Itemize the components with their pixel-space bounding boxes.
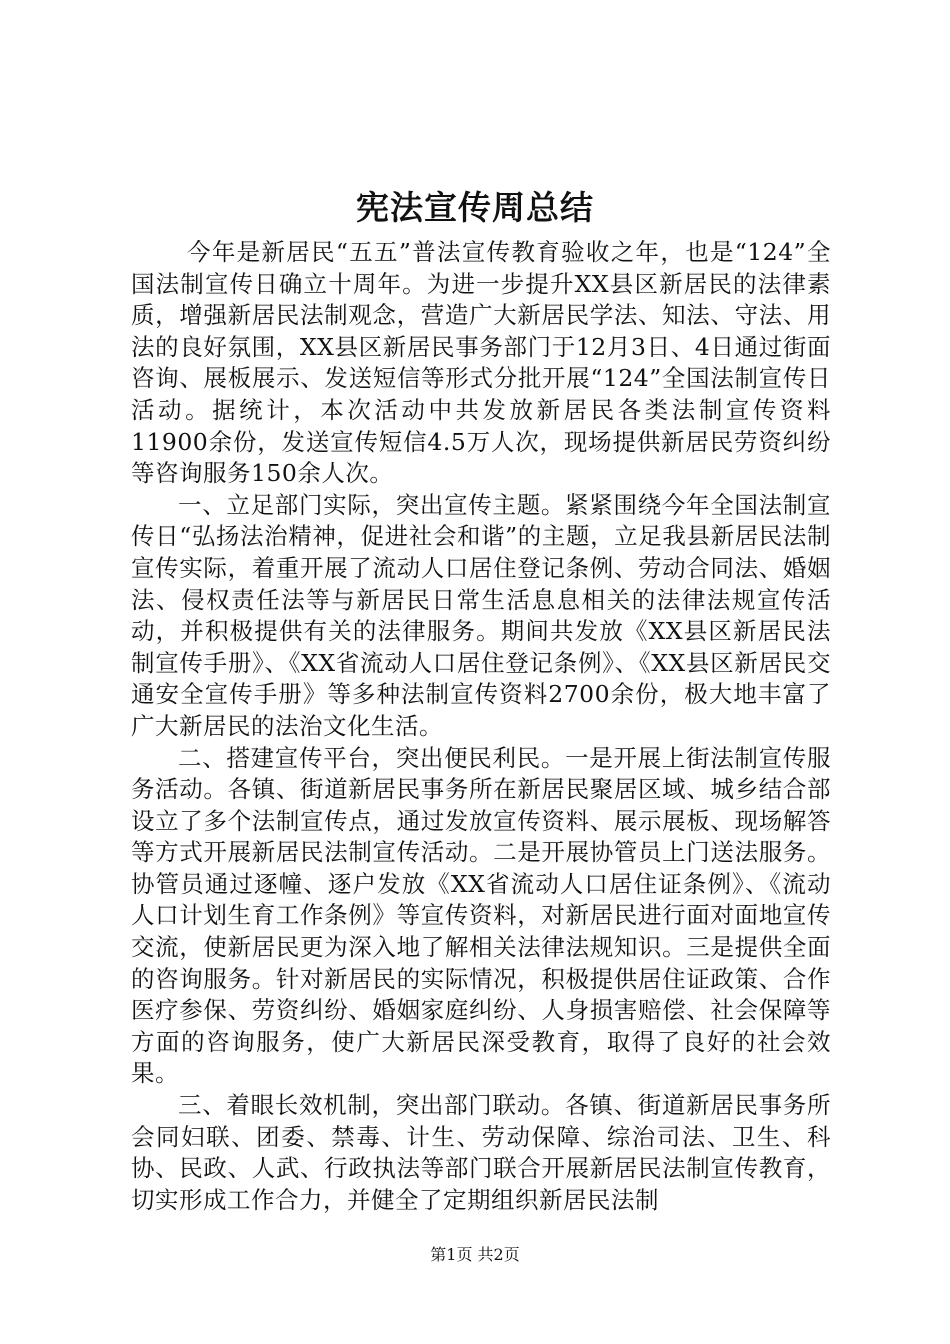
document-body — [131, 237, 831, 1216]
document-title: 宪法宣传周总结 — [356, 188, 594, 227]
paragraph-section-3: 三、着眼长效机制，突出部门联动。各镇、街道新居民事务所会同妇联、团委、禁毒、计生、劳动保障、综治司法、卫生、科协、民政、人武、行政执法等部门联合开展新居民法制宣传教育，切实形成工作合力，并健全了定期组织新居民法制 — [131, 1091, 831, 1214]
paragraph-section-2: 二、搭建宣传平台，突出便民利民。一是开展上街法制宣传服务活动。各镇、街道新居民事务所在新居民聚居区域、城乡结合部设立了多个法制宣传点，通过发放宣传资料、展示展板、现场解答等方式开展新居民法制宣传活动。二是开展协管员上门送法服务。协管员通过逐幢、逐户发放《XX省流动人口居住证条例》、《流动人口计划生育工作条例》等宣传资料，对新居民进行面对面地宣传交流，使新居民更为深入地了解相关法律法规知识。三是提供全面的咨询服务。针对新居民的实际情况，积极提供居住证政策、合作医疗参保、劳资纠纷、婚姻家庭纠纷、人身损害赔偿、社会保障等方面的咨询服务，使广大新居民深受教育，取得了良好的社会效果。 — [131, 743, 831, 1088]
page-number-footer: 第1页 共2页 — [430, 1245, 520, 1264]
paragraph-intro: 今年是新居民“五五”普法宣传教育验收之年，也是“124”全国法制宣传日确立十周年。为进一步提升XX县区新居民的法律素质，增强新居民法制观念，营造广大新居民学法、知法、守法、用法的良好氛围，XX县区新居民事务部门于12月3日、4日通过街面咨询、展板展示、发送短信等形式分批开展“124”全国法制宣传日活动。据统计，本次活动中共发放新居民各类法制宣传资料11900余份，发送宣传短信4.5万人次，现场提供新居民劳资纠纷等咨询服务150余人次。 — [131, 238, 831, 488]
paragraph-section-1: 一、立足部门实际，突出宣传主题。紧紧围绕今年全国法制宣传日“弘扬法治精神，促进社会和谐”的主题，立足我县新居民法制宣传实际，着重开展了流动人口居住登记条例、劳动合同法、婚姻法、侵权责任法等与新居民日常生活息息相关的法律法规宣传活动，并积极提供有关的法律服务。期间共发放《XX县区新居民法制宣传手册》、《XX省流动人口居住登记条例》、《XX县区新居民交通安全宣传手册》等多种法制宣传资料2700余份，极大地丰富了广大新居民的法治文化生活。 — [131, 490, 831, 740]
